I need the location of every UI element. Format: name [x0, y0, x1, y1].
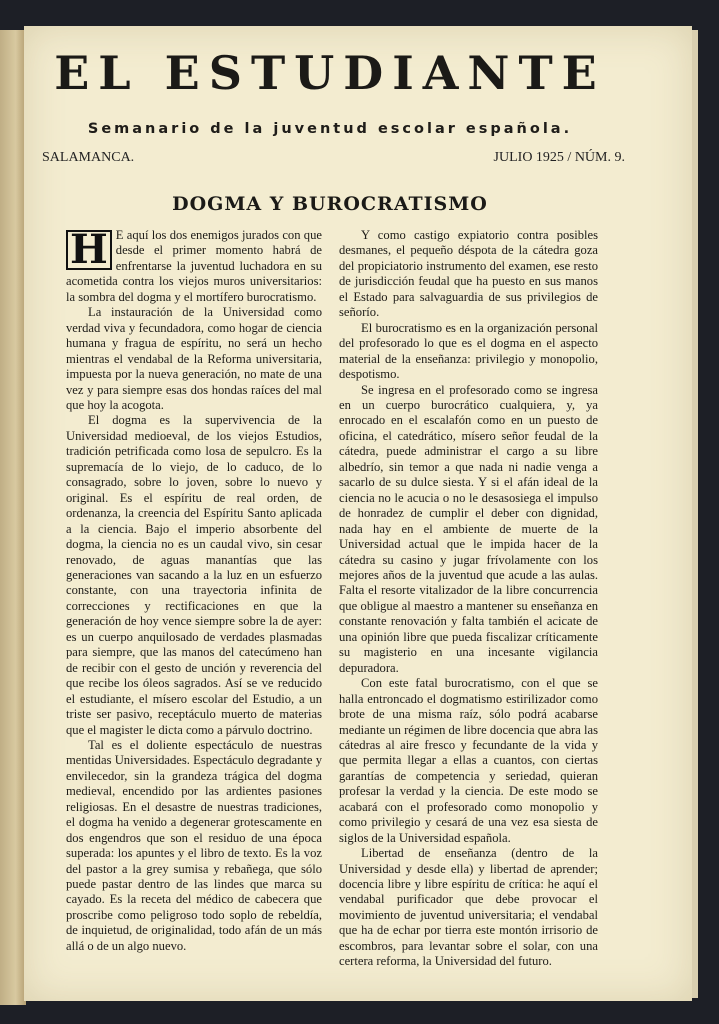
article-paragraph: Y como castigo expiatorio contra posibles desmanes, el pequeño déspota de la cátedra goza del propiciatorio instrumento del examen, ese resto de jurisdicción feudal que ha puesto en sus manos el Estado para salvaguardia de sus privilegios de señorío.	[339, 228, 598, 320]
left-page-edge	[0, 30, 26, 1005]
masthead-title: EL ESTUDIANTE	[54, 46, 606, 100]
article-right-column	[339, 228, 598, 970]
article-paragraph: El dogma es la supervivencia de la Universidad medioeval, de los viejos Estudios, tradición petrificada como losa de sepulcro. Es la supremacía de lo viejo, de lo caduco, de lo consagrado, sobre lo joven, sobre lo nuevo y original. Es el espíritu de real orden, de ordenanza, la creencia del Espíritu Santo aplicada a la ciencia. Bajo el imperio absorbente del dogma, la ciencia no es un caudal vivo, sin cesar renovado, de aguas manantías que las generaciones van sacando a la luz en un esfuerzo constante, con una trayectoria infinita de correcciones y rectificaciones en que la generación de hoy vence siempre sobre la de ayer: es un cuerpo anquilosado de verdades plasmadas para siempre, que las manos del catecúmeno han de recibir con el gesto de unción y reverencia del que recibe los óleos sagrados. Así se ve reducido el estudiante, el mísero escolar del Estudio, a un triste ser pasivo, receptáculo muerto de materias que el magister le dicta como a párvulo doctrino.	[66, 413, 322, 737]
article-paragraph: Con este fatal burocratismo, con el que se halla entroncado el dogmatismo estirilizador como brote de una misma raíz, sólo podrá acabarse mediante un régimen de libre docencia que abra las cátedras al aire fresco y fecundante de la vida y que permita llegar a ellas a cuantos, con ciertas garantías de competencia y seriedad, quieran profesar la verdad y la ciencia. De este modo se acabará con el profesorado como monopolio y como privilegio y cesará de una vez esa siesta de siglos de la Universidad española.	[339, 676, 598, 845]
article-paragraph: La instauración de la Universidad como verdad viva y fecundadora, como hogar de ciencia humana y fragua de espíritu, no será un hecho mientras el vendabal de la Reforma universitaria, impuesta por la nueva generación, no mate de una vez y para siempre esas dos hondas raíces del mal que hoy la acogota.	[66, 305, 322, 412]
article-title: DOGMA Y BUROCRATISMO	[172, 193, 488, 215]
article-paragraph: Libertad de enseñanza (dentro de la Universidad y desde ella) y libertad de aprender; docencia libre y libre espíritu de crítica: he aquí el vendabal purificador que debe provocar el movimiento de juventud universitaria; el vendabal que ha de echar por tierra este montón irrisorio de escombros, para levantar sobre el solar, con una certera reforma, la Universidad del futuro.	[339, 846, 598, 969]
article-left-column	[66, 228, 322, 954]
masthead-city: SALAMANCA.	[42, 150, 135, 165]
article-paragraph: El burocratismo es en la organización personal del profesorado lo que es el dogma en el aspecto material de la enseñanza: privilegio y monopolio, despotismo.	[339, 320, 598, 382]
masthead-issue: JULIO 1925 / NÚM. 9.	[493, 150, 625, 165]
page-shadow-edge	[692, 30, 698, 998]
article-paragraph: Tal es el doliente espectáculo de nuestras mentidas Universidades. Espectáculo degradante y envilecedor, sin la grandeza trágica del dogma medieval, encendido por las ardientes pasiones religiosas. En el desastre de nuestras tradiciones, el dogma ha venido a degenerar grotescamente en dos engendros que son el residuo de una época superada: los apuntes y el libro de texto. Es la voz del pastor a la grey sumisa y rebañega, que sólo puede pastar dentro de las lindes que marca su cayado. Es la receta del médico de cabecera que proscribe como peligroso todo soplo de rebeldía, de inquietud, de originalidad, todo afán de un más allá o de un algo nuevo.	[66, 737, 322, 953]
article-paragraph: Se ingresa en el profesorado como se ingresa en un cuerpo burocrático cualquiera, y, ya enrocado en el escalafón como en un puesto de oficina, el catedrático, mísero señor feudal de la cátedra, puede administrar el cargo a su libre albedrío, sin temor a que nada ni nadie venga a sacarlo de su dulce siesta. Y si el afán ideal de la ciencia no le acucia o no le desasosiega el impulso de honradez de cumplir el deber con dignidad, nada hay en el ambiente de muerte de la Universidad actual que le impida hacer de la cátedra su casino y jugar frívolamente con los mejores años de la juventud que acude a las aulas. Falta el resorte vitalizador de la libre concurrencia que obligue al maestro a mantener su enseñanza en constante renovación y falta también el acicate de una opinión libre que pueda fiscalizar críticamente su magisterio en una incesante vigilancia depuradora.	[339, 382, 598, 675]
masthead-subtitle: Semanario de la juventud escolar española.	[87, 121, 573, 137]
article-paragraph: H E aquí los dos enemigos jurados con que desde el primer momento habrá de enfrentarse la juventud luchadora en su acometida contra los viejos muros universitarios: la sombra del dogma y el mortífero burocratismo.	[66, 226, 322, 304]
drop-cap: H	[66, 230, 112, 270]
